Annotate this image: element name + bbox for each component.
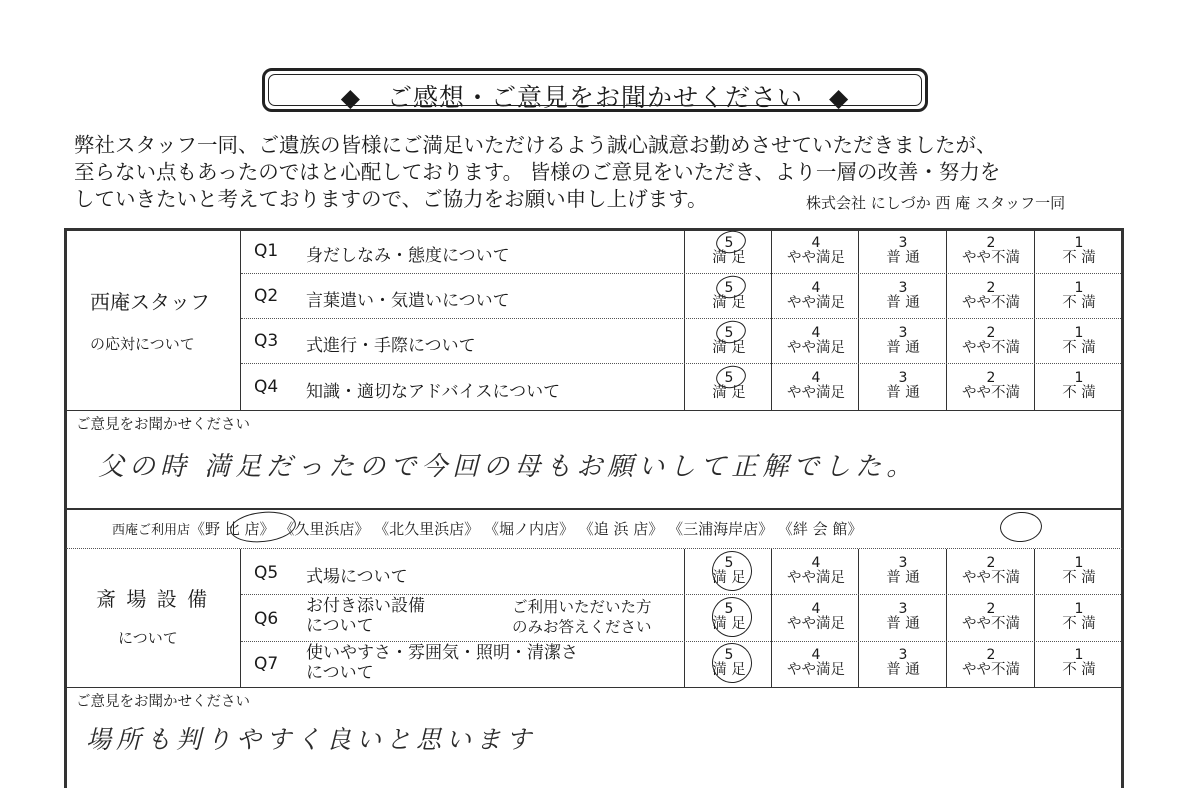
q6-rating-3[interactable]: 3 普 通 xyxy=(886,601,920,632)
store-3[interactable]: 《北久里浜店》 xyxy=(374,520,480,538)
q5-rating-1[interactable]: 1 不 満 xyxy=(1062,555,1096,586)
q6-rating-1[interactable]: 1 不 満 xyxy=(1062,601,1096,632)
q6-rating-2[interactable]: 2 やや不満 xyxy=(962,601,1020,632)
store-2[interactable]: 《久里浜店》 xyxy=(279,520,370,538)
q7-rating-3[interactable]: 3 普 通 xyxy=(886,647,920,678)
q7-rating-1[interactable]: 1 不 満 xyxy=(1062,647,1096,678)
q2-rating-5[interactable]: 5 満 足 xyxy=(712,280,746,311)
row-divider xyxy=(241,594,1121,595)
stores-label: 西庵ご利用店 xyxy=(112,523,191,538)
category-facility-sub: について xyxy=(118,629,178,647)
row-divider xyxy=(241,318,1121,319)
category-staff: 西庵スタッフ xyxy=(90,290,210,314)
category-facility: 斎 場 設 備 xyxy=(96,587,210,611)
q4-rating-4[interactable]: 4 やや満足 xyxy=(787,370,845,401)
q3-text: 式進行・手際について xyxy=(306,336,476,356)
q4-number: Q4 xyxy=(254,377,279,397)
comment-label-2: ご意見をお聞かせください xyxy=(76,694,250,710)
row-divider xyxy=(241,363,1121,364)
q4-text: 知識・適切なアドバイスについて xyxy=(306,382,561,402)
q6-rating-4[interactable]: 4 やや満足 xyxy=(787,601,845,632)
q7-rating-2[interactable]: 2 やや不満 xyxy=(962,647,1020,678)
store-7[interactable]: 《絆 会 館》 xyxy=(777,520,863,538)
q2-text: 言葉遣い・気遣いについて xyxy=(306,291,510,311)
q7-text: 使いやすさ・雰囲気・照明・清潔さ について xyxy=(306,643,578,683)
q4-rating-1[interactable]: 1 不 満 xyxy=(1062,370,1096,401)
divider xyxy=(66,687,1122,688)
comment-label-1: ご意見をお聞かせください xyxy=(76,417,250,433)
title-box xyxy=(262,68,928,112)
q1-rating-3[interactable]: 3 普 通 xyxy=(886,235,920,266)
row-divider xyxy=(241,641,1121,642)
q3-rating-2[interactable]: 2 やや不満 xyxy=(962,325,1020,356)
q5-number: Q5 xyxy=(254,563,279,583)
q4-rating-3[interactable]: 3 普 通 xyxy=(886,370,920,401)
q6-text: お付き添い設備 について xyxy=(306,596,425,636)
q5-text: 式場について xyxy=(306,567,408,587)
row-divider xyxy=(66,548,1122,549)
handwritten-comment-1[interactable]: 父の時 満足だったので今回の母もお願いして正解でした。 xyxy=(98,452,918,482)
intro-line-2: 至らない点もあったのではと心配しております。 皆様のご意見をいただき、より一層の改善・努力を xyxy=(74,160,1001,184)
q3-rating-3[interactable]: 3 普 通 xyxy=(886,325,920,356)
q6-note: ご利用いただいた方 のみお答えください xyxy=(512,598,652,636)
q6-rating-5[interactable]: 5 満 足 xyxy=(712,601,746,632)
q7-rating-4[interactable]: 4 やや満足 xyxy=(787,647,845,678)
q1-rating-4[interactable]: 4 やや満足 xyxy=(787,235,845,266)
row-divider xyxy=(241,273,1121,274)
q7-number: Q7 xyxy=(254,654,279,674)
q5-rating-3[interactable]: 3 普 通 xyxy=(886,555,920,586)
store-4[interactable]: 《堀ノ内店》 xyxy=(483,520,574,538)
handwritten-comment-2[interactable]: 場所も判りやすく良いと思います xyxy=(86,725,537,754)
q1-rating-2[interactable]: 2 やや不満 xyxy=(962,235,1020,266)
q1-text: 身だしなみ・態度について xyxy=(306,246,510,266)
q3-rating-5[interactable]: 5 満 足 xyxy=(712,325,746,356)
q6-number: Q6 xyxy=(254,609,279,629)
q2-rating-1[interactable]: 1 不 満 xyxy=(1062,280,1096,311)
q2-rating-4[interactable]: 4 やや満足 xyxy=(787,280,845,311)
store-5[interactable]: 《追 浜 店》 xyxy=(578,520,664,538)
company-signature: 株式会社 にしづか 西 庵 スタッフ一同 xyxy=(806,194,1066,212)
q3-rating-4[interactable]: 4 やや満足 xyxy=(787,325,845,356)
q2-rating-3[interactable]: 3 普 通 xyxy=(886,280,920,311)
intro-line-1: 弊社スタッフ一同、ご遺族の皆様にご満足いただけるよう誠心誠意お勤めさせていただきましたが、 xyxy=(74,133,997,157)
store-1[interactable]: 《野 比 店》 xyxy=(190,520,275,538)
q5-rating-2[interactable]: 2 やや不満 xyxy=(962,555,1020,586)
q1-rating-5[interactable]: 5 満 足 xyxy=(712,235,746,266)
divider xyxy=(66,410,1122,411)
category-staff-sub: の応対について xyxy=(90,335,195,353)
q3-rating-1[interactable]: 1 不 満 xyxy=(1062,325,1096,356)
q5-rating-5[interactable]: 5 満 足 xyxy=(712,555,746,586)
q2-rating-2[interactable]: 2 やや不満 xyxy=(962,280,1020,311)
q1-number: Q1 xyxy=(254,241,279,261)
stores-row xyxy=(112,518,862,539)
divider xyxy=(240,230,241,410)
intro-line-3: していきたいと考えておりますので、ご協力をお願い申し上げます。 xyxy=(74,187,708,211)
q1-rating-1[interactable]: 1 不 満 xyxy=(1062,235,1096,266)
q5-rating-4[interactable]: 4 やや満足 xyxy=(787,555,845,586)
q7-rating-5[interactable]: 5 満 足 xyxy=(712,647,746,678)
q2-number: Q2 xyxy=(254,286,279,306)
q4-rating-2[interactable]: 2 やや不満 xyxy=(962,370,1020,401)
page-title: ◆ ご感想・ご意見をお聞かせください ◆ xyxy=(340,83,850,112)
q3-number: Q3 xyxy=(254,331,279,351)
q4-rating-5[interactable]: 5 満 足 xyxy=(712,370,746,401)
store-6[interactable]: 《三浦海岸店》 xyxy=(668,520,774,538)
divider xyxy=(240,549,241,687)
divider xyxy=(66,508,1122,510)
